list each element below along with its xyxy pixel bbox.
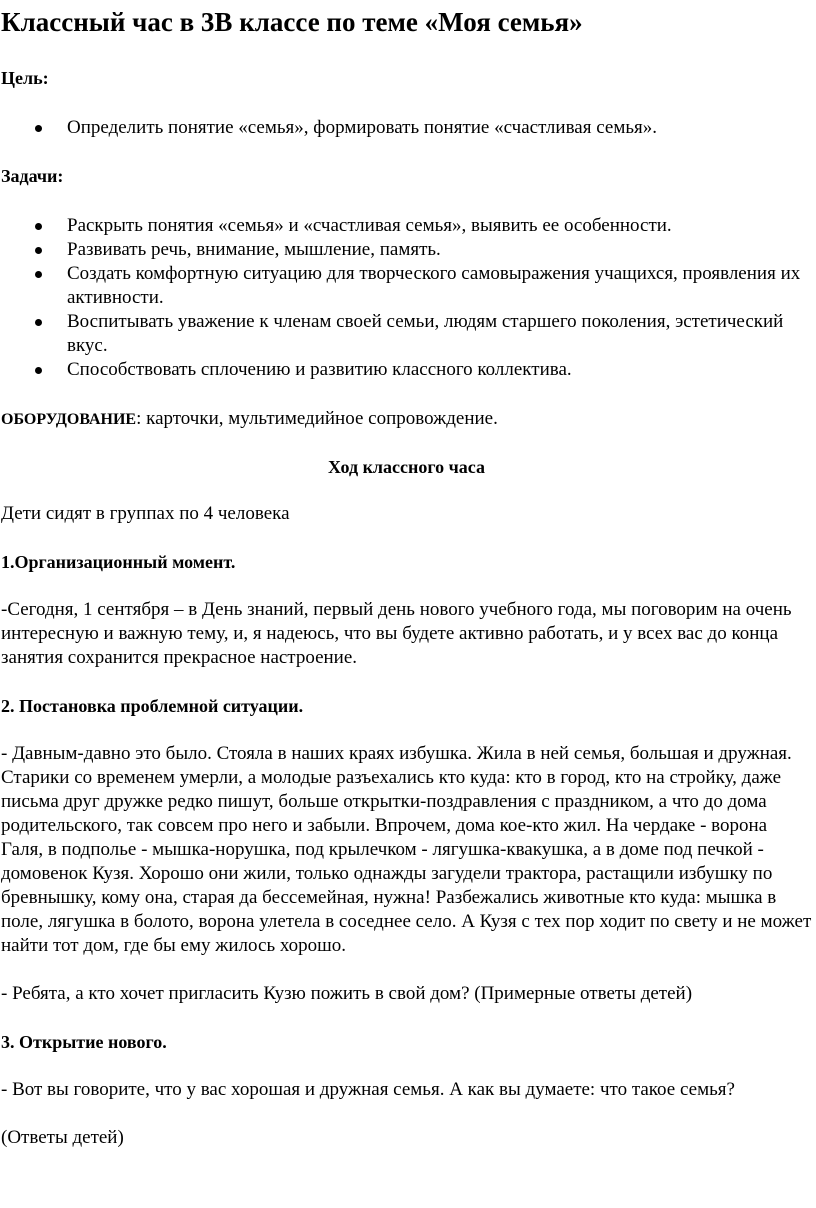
tasks-heading: Задачи:: [1, 166, 64, 186]
section2-question: - Ребята, а кто хочет пригласить Кузю пожить в свой дом? (Примерные ответы детей): [1, 983, 693, 1004]
course-heading: Ход классного часа: [328, 457, 485, 477]
document-title: Классный час в 3В классе по теме «Моя семья»: [1, 7, 583, 37]
goal-item: Определить понятие «семья», формировать понятие «счастливая семья».: [67, 116, 812, 140]
task-item: Раскрыть понятия «семья» и «счастливая семья», выявить ее особенности.: [67, 214, 812, 238]
tasks-list: [1, 214, 812, 382]
intro-text: Дети сидят в группах по 4 человека: [1, 503, 290, 524]
section3-answers: (Ответы детей): [1, 1127, 124, 1148]
section1-heading: 1.Организационный момент.: [1, 552, 236, 572]
section2-heading: 2. Постановка проблемной ситуации.: [1, 696, 304, 716]
section2-text: - Давным-давно это было. Стояла в наших краях избушка. Жила в ней семья, большая и дружная. Старики со временем умерли, а молодые разъехались кто куда: кто в город, кто на стройку, даже письма друг дружке редко пишут, больше открытки-поздравления с праздником, а что до дома родительского, так совсем про него и забыли. Впрочем, дома кое-кто жил. На чердаке - ворона Галя, в подполье - мышка-норушка, под крылечком - лягушка-квакушка, а в доме под печкой - домовенок Кузя. Хорошо они жили, только однажды загудели трактора, растащили избушку по бревнышку, кому она, старая да бессемейная, нужна! Разбежались животные кто куда: мышка в поле, лягушка в болото, ворона улетела в соседнее село. А Кузя с тех пор ходит по свету и не может найти тот дом, где бы ему жилось хорошо.: [1, 743, 812, 956]
section3-heading: 3. Открытие нового.: [1, 1032, 167, 1052]
goal-heading: Цель:: [1, 68, 49, 88]
task-item: Воспитывать уважение к членам своей семьи, людям старшего поколения, эстетический вкус.: [67, 310, 812, 358]
section1-text: -Сегодня, 1 сентября – в День знаний, первый день нового учебного года, мы поговорим на очень интересную и важную тему, и, я надеюсь, что вы будете активно работать, и у всех вас до конца занятия сохранится прекрасное настроение.: [1, 599, 792, 668]
task-item: Создать комфортную ситуацию для творческого самовыражения учащихся, проявления их активности.: [67, 262, 812, 310]
section3-text: - Вот вы говорите, что у вас хорошая и дружная семья. А как вы думаете: что такое семья?: [1, 1079, 735, 1100]
equipment-line: [1, 407, 812, 432]
task-item: Способствовать сплочению и развитию классного коллектива.: [67, 358, 812, 382]
goal-list: [1, 116, 812, 140]
equipment-text: : карточки, мультимедийное сопровождение.: [136, 408, 498, 429]
equipment-label: ОБОРУДОВАНИЕ: [1, 411, 137, 428]
task-item: Развивать речь, внимание, мышление, память.: [67, 238, 812, 262]
